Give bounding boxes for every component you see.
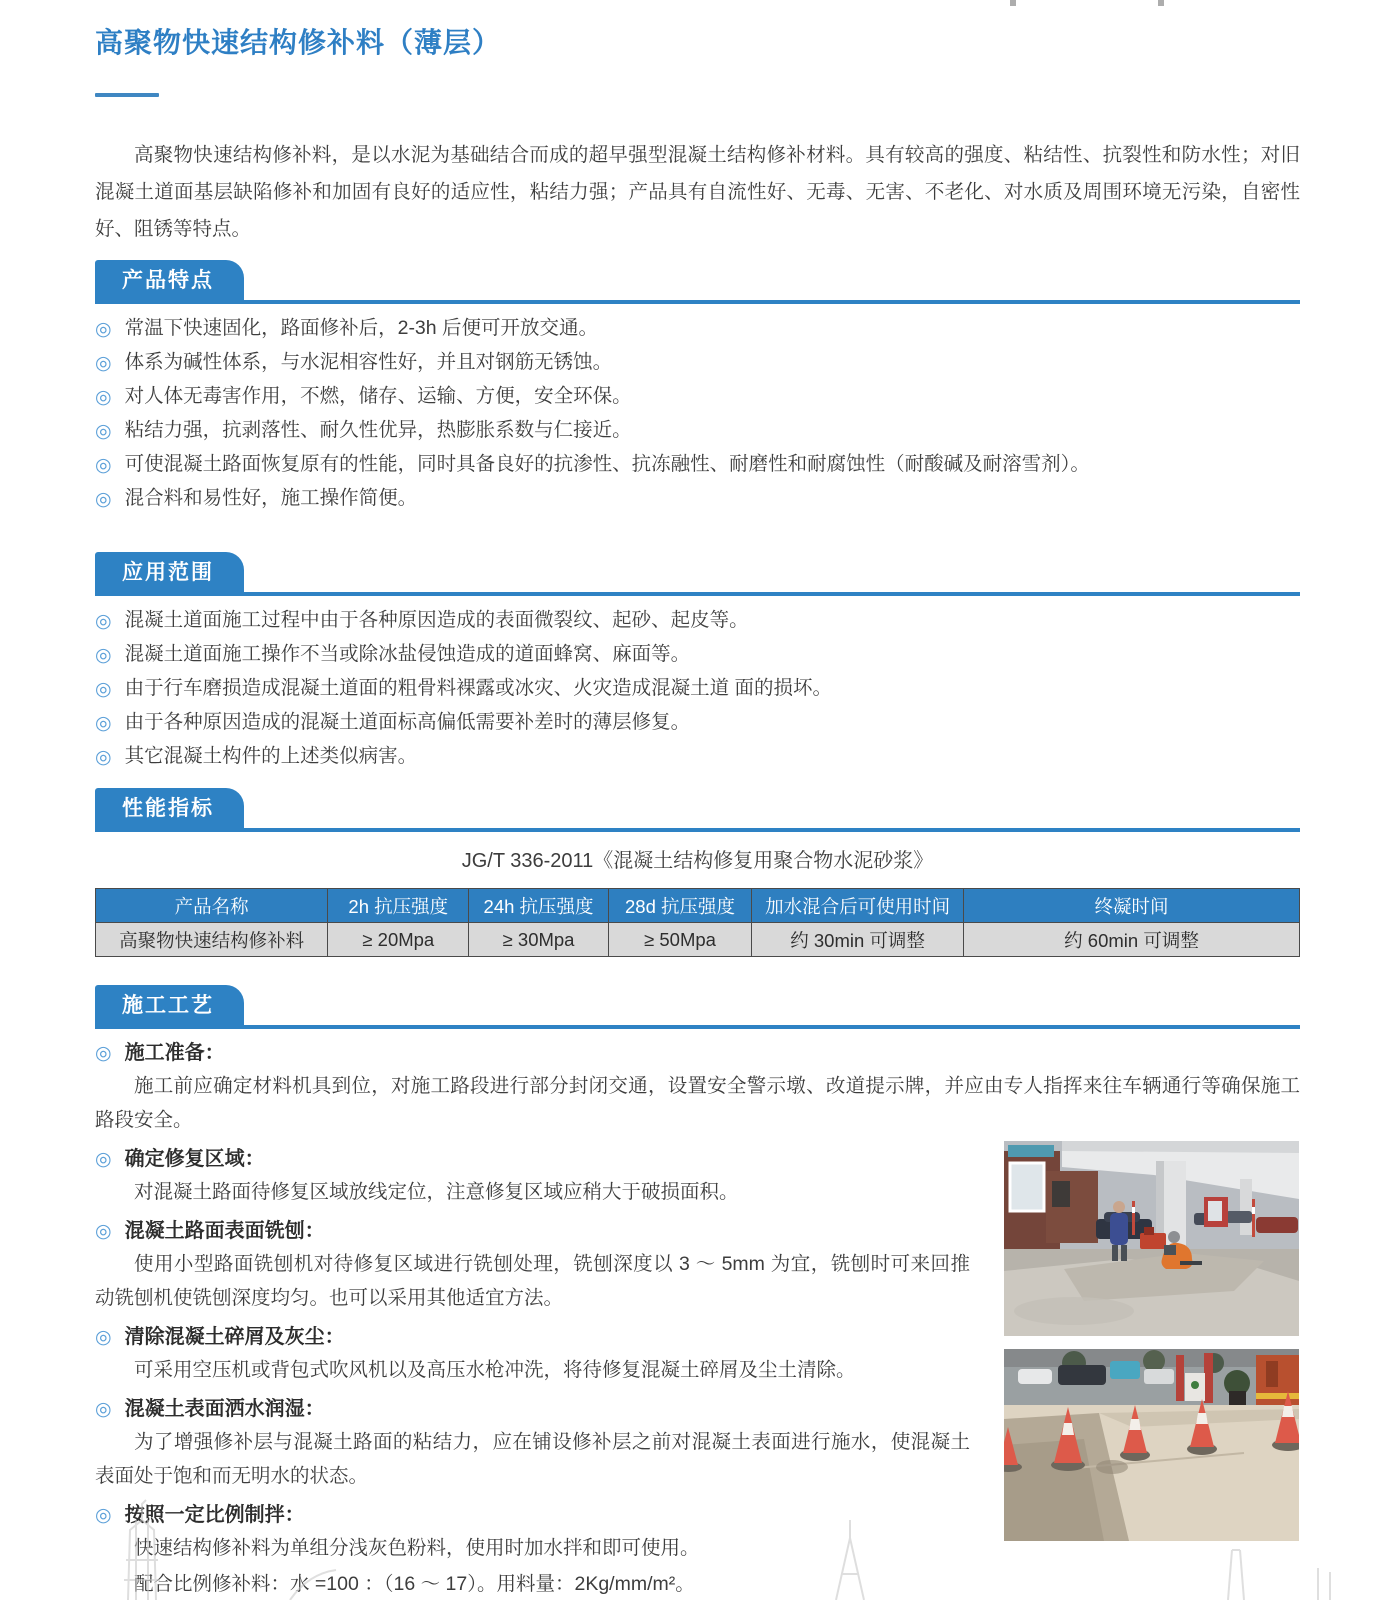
process-step-label <box>95 1039 1300 1067</box>
process-step-text: 施工前应确定材料机具到位，对施工路段进行部分封闭交通，设置安全警示墩、改道提示牌，并应由专人指挥来往车辆通行等确保施工路段安全。 <box>95 1075 1300 1131</box>
process-step-label <box>95 1145 970 1173</box>
process-step-label <box>95 1501 970 1529</box>
column-header: 28d 抗压强度 <box>608 889 751 923</box>
page-crop-mark <box>1158 0 1164 6</box>
list-item-text: 对人体无毒害作用，不燃，储存、运输、方便，安全环保。 <box>124 385 632 407</box>
process-step-label <box>95 1395 970 1423</box>
bullseye-bullet-icon: ◎ <box>95 489 112 510</box>
table-cell: ≥ 20Mpa <box>328 923 469 957</box>
step-label-text: 混凝土表面洒水润湿： <box>124 1398 325 1420</box>
column-header: 产品名称 <box>96 889 328 923</box>
step-label-text: 按照一定比例制拌： <box>124 1504 305 1526</box>
bullseye-bullet-icon: ◎ <box>95 1505 112 1526</box>
process-step-text: 为了增强修补层与混凝土路面的粘结力，应在铺设修补层之前对混凝土表面进行施水，使混凝土表面处于饱和而无明水的状态。 <box>95 1431 970 1487</box>
step-label-text: 清除混凝土碎屑及灰尘： <box>124 1326 345 1348</box>
section-performance <box>95 788 1300 957</box>
list-item <box>95 706 1300 740</box>
site-photos-column <box>1004 1141 1300 1554</box>
table-cell: 约 60min 可调整 <box>964 923 1300 957</box>
process-step-text: 快速结构修补料为单组分浅灰色粉料，使用时加水拌和即可使用。 <box>134 1537 700 1559</box>
section-header <box>95 788 1300 832</box>
list-item-text: 体系为碱性体系，与水泥相容性好，并且对钢筋无锈蚀。 <box>124 351 613 373</box>
column-header: 加水混合后可使用时间 <box>752 889 964 923</box>
list-item-text: 其它混凝土构件的上述类似病害。 <box>124 745 418 767</box>
list-item <box>95 414 1300 448</box>
process-step-text: 配合比例修补料：水 =100 ：（16 ～ 17）。用料量：2Kg/mm/m²。 <box>134 1573 695 1595</box>
section-heading-badge: 应用范围 <box>95 552 244 592</box>
bullseye-bullet-icon: ◎ <box>95 679 112 700</box>
section-heading-badge: 施工工艺 <box>95 985 244 1025</box>
construction-photo <box>1004 1141 1299 1336</box>
list-item <box>95 604 1300 638</box>
list-item <box>95 448 1300 482</box>
bullseye-bullet-icon: ◎ <box>95 353 112 374</box>
bullseye-bullet-icon: ◎ <box>95 387 112 408</box>
list-item-text: 可使混凝土路面恢复原有的性能，同时具备良好的抗渗性、抗冻融性、耐磨性和耐腐蚀性（耐酸碱及耐溶雪剂）。 <box>124 453 1090 475</box>
column-header: 2h 抗压强度 <box>328 889 469 923</box>
list-item-text: 由于各种原因造成的混凝土道面标高偏低需要补差时的薄层修复。 <box>124 711 691 733</box>
bullseye-bullet-icon: ◎ <box>95 1043 112 1064</box>
bullseye-bullet-icon: ◎ <box>95 455 112 476</box>
page-crop-mark <box>1010 0 1016 6</box>
section-header <box>95 260 1300 304</box>
list-item-text: 常温下快速固化，路面修补后，2-3h 后便可开放交通。 <box>124 317 599 339</box>
table-cell: 约 30min 可调整 <box>752 923 964 957</box>
bullseye-bullet-icon: ◎ <box>95 1399 112 1420</box>
step-label-text: 施工准备： <box>124 1042 225 1064</box>
process-step-label <box>95 1217 970 1245</box>
process-step-label <box>95 1323 970 1351</box>
list-item-text: 由于行车磨损造成混凝土道面的粗骨料裸露或冰灾、火灾造成混凝土道 面的损坏。 <box>124 677 833 699</box>
page-title: 高聚物快速结构修补料（薄层） <box>95 27 502 58</box>
column-header: 终凝时间 <box>964 889 1300 923</box>
list-item <box>95 312 1300 346</box>
table-header-row <box>96 889 1300 923</box>
table-row <box>96 923 1300 957</box>
list-item-text: 粘结力强，抗剥落性、耐久性优异，热膨胀系数与仁接近。 <box>124 419 632 441</box>
standard-reference: JG/T 336-2011《混凝土结构修复用聚合物水泥砂浆》 <box>461 850 934 872</box>
features-list <box>95 312 1300 516</box>
list-item <box>95 482 1300 516</box>
bullseye-bullet-icon: ◎ <box>95 645 112 666</box>
process-step-text: 使用小型路面铣刨机对待修复区域进行铣刨处理，铣刨深度以 3 ～ 5mm 为宜，铣刨时可来回推动铣刨机使铣刨深度均匀。也可以采用其他适宜方法。 <box>95 1253 970 1309</box>
section-header <box>95 552 1300 596</box>
step-label-text: 确定修复区域： <box>124 1148 265 1170</box>
column-header: 24h 抗压强度 <box>469 889 609 923</box>
process-body <box>95 1039 1300 1600</box>
applications-list <box>95 604 1300 774</box>
table-cell: ≥ 30Mpa <box>469 923 609 957</box>
bullseye-bullet-icon: ◎ <box>95 747 112 768</box>
bullseye-bullet-icon: ◎ <box>95 713 112 734</box>
section-header <box>95 985 1300 1029</box>
table-cell: 高聚物快速结构修补料 <box>96 923 328 957</box>
bullseye-bullet-icon: ◎ <box>95 319 112 340</box>
list-item <box>95 380 1300 414</box>
list-item <box>95 672 1300 706</box>
list-item <box>95 346 1300 380</box>
section-process <box>95 985 1300 1600</box>
process-step-text: 可采用空压机或背包式吹风机以及高压水枪冲洗，将待修复混凝土碎屑及尘土清除。 <box>134 1359 856 1381</box>
title-underline-dash <box>95 93 159 97</box>
section-applications <box>95 552 1300 774</box>
bullseye-bullet-icon: ◎ <box>95 611 112 632</box>
bullseye-bullet-icon: ◎ <box>95 421 112 442</box>
list-item <box>95 740 1300 774</box>
finished-pavement-photo <box>1004 1349 1299 1541</box>
bullseye-bullet-icon: ◎ <box>95 1327 112 1348</box>
process-step-text: 对混凝土路面待修复区域放线定位，注意修复区域应稍大于破损面积。 <box>134 1181 739 1203</box>
table-cell: ≥ 50Mpa <box>608 923 751 957</box>
list-item-text: 混凝土道面施工过程中由于各种原因造成的表面微裂纹、起砂、起皮等。 <box>124 609 749 631</box>
list-item <box>95 638 1300 672</box>
performance-table <box>95 888 1300 957</box>
step-label-text: 混凝土路面表面铣刨： <box>124 1220 325 1242</box>
section-heading-badge: 产品特点 <box>95 260 244 300</box>
bullseye-bullet-icon: ◎ <box>95 1221 112 1242</box>
bullseye-bullet-icon: ◎ <box>95 1149 112 1170</box>
list-item-text: 混凝土道面施工操作不当或除冰盐侵蚀造成的道面蜂窝、麻面等。 <box>124 643 691 665</box>
section-features <box>95 260 1300 516</box>
intro-paragraph: 高聚物快速结构修补料，是以水泥为基础结合而成的超早强型混凝土结构修补材料。具有较高的强度、粘结性、抗裂性和防水性；对旧混凝土道面基层缺陷修补和加固有良好的适应性，粘结力强；产品具有自流性好、无毒、无害、不老化、对水质及周围环境无污染，自密性好、阻锈等特点。 <box>95 144 1300 240</box>
section-heading-badge: 性能指标 <box>95 788 244 828</box>
list-item-text: 混合料和易性好，施工操作简便。 <box>124 487 418 509</box>
